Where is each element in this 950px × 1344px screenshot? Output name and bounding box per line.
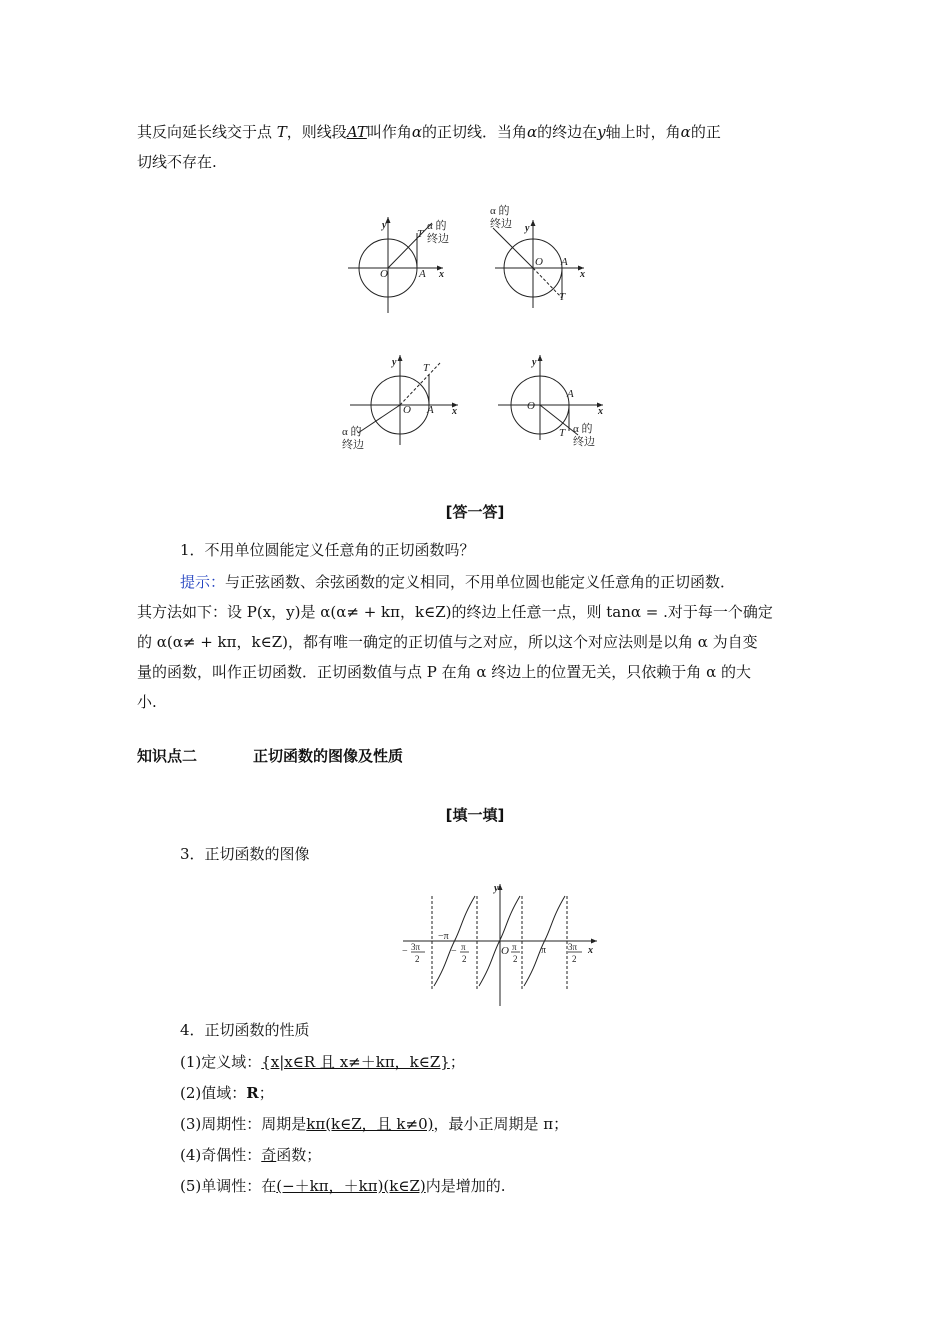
- point-a-label: A: [561, 256, 568, 268]
- property-value: kπ(k∈Z，且 k≠0): [306, 1115, 434, 1133]
- numerator: 3π: [411, 942, 421, 952]
- hint-line-4: 量的函数，叫作正切函数．正切函数值与点 P 在角 α 终边上的位置无关，只依赖于角 α 的大: [137, 663, 751, 681]
- figure-quadrant-1: [348, 217, 449, 313]
- fill-header: [填一填]: [445, 806, 505, 824]
- hint-line-5: 小.: [137, 693, 157, 711]
- intro-text: 轴上时，角: [605, 123, 681, 141]
- pi-label: π: [541, 945, 547, 956]
- property-parity: [180, 1145, 321, 1165]
- y-axis-label: y: [532, 357, 537, 368]
- terminal-label: 终边: [342, 439, 364, 451]
- property-value: {x|x∈R 且 x≠＋kπ，k∈Z}: [261, 1053, 450, 1071]
- property-label: (4)奇偶性：: [180, 1146, 262, 1164]
- neg-pi-label: −π: [438, 931, 449, 942]
- alpha-symbol: α: [680, 123, 691, 141]
- point-t-label: T: [559, 427, 566, 439]
- section-title: 知识点二: [137, 747, 198, 765]
- alpha-label: α 的: [427, 220, 447, 232]
- alpha-symbol: α: [411, 123, 422, 141]
- numerator: 3π: [568, 942, 578, 952]
- segment-at: AT: [346, 123, 367, 141]
- alpha-label: α 的: [490, 205, 510, 217]
- y-symbol: y: [597, 123, 606, 141]
- property-label: (3)周期性：周期是: [180, 1115, 307, 1133]
- origin-label: O: [403, 404, 411, 416]
- alpha-label: α 的: [342, 426, 362, 438]
- x-axis-label: x: [588, 945, 593, 956]
- property-value: (−＋kπ，＋kπ)(k∈Z): [276, 1177, 426, 1195]
- property-label: (1)定义域：: [180, 1053, 262, 1071]
- intro-line-2: 切线不存在.: [137, 153, 217, 171]
- tangent-graph: [395, 878, 610, 1010]
- hint-line-2: 其方法如下：设 P(x，y)是 α(α≠ + kπ，k∈Z)的终边上任意一点，则 tanα = .对于每一个确定: [137, 603, 773, 621]
- numerator: π: [461, 942, 466, 952]
- point-a-label: A: [427, 404, 434, 416]
- hint-text: 与正弦函数、余弦函数的定义相同，不用单位圆也能定义任意角的正切函数．: [225, 573, 736, 591]
- hint-line-1: [180, 572, 735, 592]
- numerator: π: [512, 942, 517, 952]
- point-t-label: T: [559, 291, 566, 303]
- denominator: 2: [572, 954, 577, 964]
- intro-text: 的正: [690, 123, 721, 141]
- minus-sign: −: [402, 946, 408, 957]
- alpha-symbol: α: [527, 123, 538, 141]
- question-1: 1．不用单位圆能定义任意角的正切函数吗？: [180, 541, 475, 559]
- tick-neg-3pi-over-2: [402, 942, 425, 964]
- denominator: 2: [513, 954, 518, 964]
- section-subtitle: 正切函数的图像及性质: [253, 747, 404, 765]
- intro-text: 叫作角: [366, 123, 412, 141]
- point-t: T: [276, 123, 287, 141]
- terminal-label: 终边: [573, 436, 595, 448]
- origin-label: O: [535, 256, 543, 268]
- property-range: [180, 1083, 274, 1103]
- intro-text: ，则线段: [286, 123, 347, 141]
- denominator: 2: [415, 954, 420, 964]
- x-axis-label: x: [580, 269, 585, 280]
- property-end: 内是增加的.: [425, 1177, 506, 1195]
- item-3: 3．正切函数的图像: [180, 845, 310, 863]
- origin-label: O: [527, 400, 535, 412]
- hint-label: 提示：: [180, 573, 226, 591]
- y-axis-label: y: [525, 223, 530, 234]
- property-value: 奇: [261, 1146, 277, 1164]
- x-axis-label: x: [452, 406, 457, 417]
- x-axis-label: x: [439, 269, 444, 280]
- figure-quadrant-3: [342, 355, 458, 451]
- property-domain: [180, 1052, 465, 1072]
- point-a-label: A: [567, 388, 574, 400]
- property-value: R: [246, 1084, 259, 1102]
- property-end: ；: [449, 1053, 465, 1071]
- origin-label: O: [380, 268, 388, 280]
- point-t-label: T: [423, 362, 430, 374]
- origin-label: O: [501, 945, 509, 957]
- intro-text: 的正切线．当角: [422, 123, 528, 141]
- terminal-label: 终边: [490, 218, 512, 230]
- intro-text: 其反向延长线交于点: [137, 123, 277, 141]
- terminal-label: 终边: [427, 233, 449, 245]
- minus-sign: −: [451, 946, 457, 957]
- intro-line-1: [137, 122, 721, 142]
- property-label: (5)单调性：在: [180, 1177, 277, 1195]
- y-axis-label: y: [382, 220, 387, 231]
- item-4: 4．正切函数的性质: [180, 1021, 310, 1039]
- qa-header: [答一答]: [445, 503, 505, 521]
- property-end: 函数；: [276, 1146, 322, 1164]
- tick-neg-pi-over-2: [451, 942, 469, 964]
- hint-line-3: 的 α(α≠ + kπ，k∈Z)，都有唯一确定的正切值与之对应，所以这个对应法则是以角 α 为自变: [137, 633, 758, 651]
- tick-3pi-over-2: [568, 942, 582, 964]
- figure-quadrant-2: [490, 204, 585, 308]
- figure-quadrant-4: [498, 355, 603, 448]
- intro-text: 的终边在: [537, 123, 598, 141]
- tick-pi-over-2: [511, 942, 520, 964]
- x-axis-label: x: [598, 406, 603, 417]
- point-t-label: T: [417, 228, 424, 240]
- y-axis-label: y: [494, 883, 499, 894]
- property-end: ，最小正周期是 π；: [433, 1115, 569, 1133]
- unit-circle-figures: [330, 195, 630, 460]
- y-axis-label: y: [392, 357, 397, 368]
- property-period: [180, 1114, 568, 1134]
- denominator: 2: [462, 954, 467, 964]
- property-end: ；: [258, 1084, 274, 1102]
- point-a-label: A: [419, 268, 426, 280]
- property-monotonicity: [180, 1176, 506, 1196]
- alpha-label: α 的: [573, 423, 593, 435]
- property-label: (2)值域：: [180, 1084, 247, 1102]
